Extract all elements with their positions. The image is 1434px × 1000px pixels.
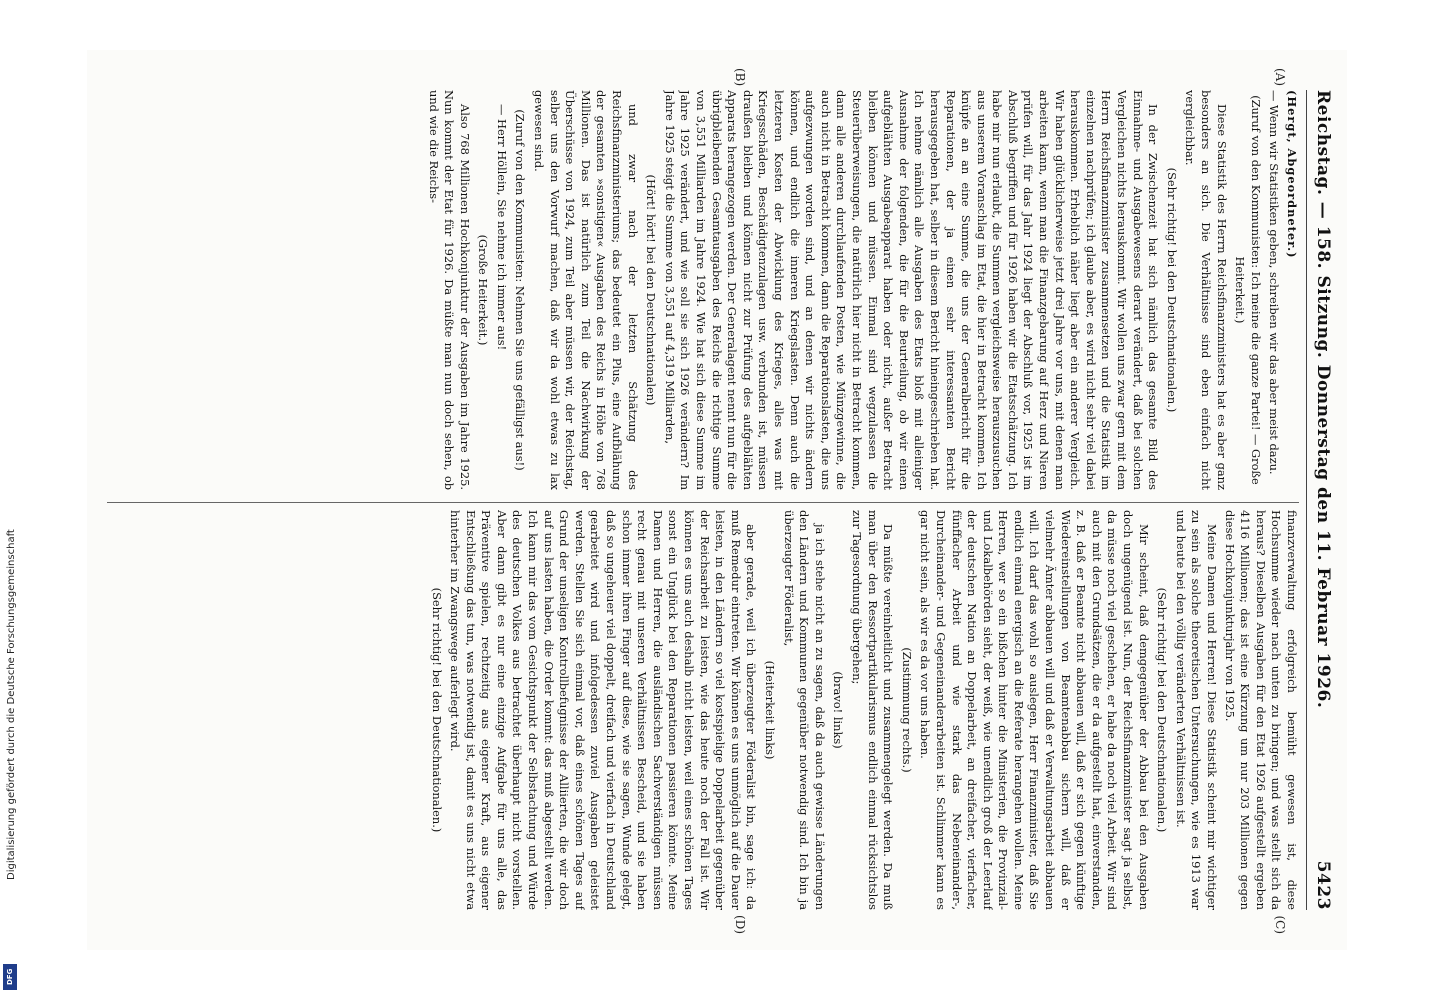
paragraph: ja ich stehe nicht an zu sagen, daß da auch gewisse Länderungen den Ländern und Kommunen gegenüber notwendig sind. Ich bin ja überzeugter Föderalist,: [781, 510, 827, 910]
paragraph: Da müßte vereinheitlicht und zusammengelegt werden. Da muß man über den Ressortpartikularismus endlich einmal rücksichtslos zur Tagesordnung übergehen;: [849, 510, 896, 910]
margin-marker-a: (A): [1273, 68, 1287, 87]
interjection: (Sehr richtig! bei den Deutschnationalen.): [1155, 587, 1170, 833]
interjection: (Zuruf von den Kommunisten: Nehmen Sie uns gefälligst aus!): [513, 109, 528, 471]
interjection: (Zuruf von den Kommunisten: Ich meine die ganze Partei! — Große Heiterkeit.): [1233, 95, 1263, 485]
speaker-label: (Hergt, Abgeordneter.): [1285, 90, 1299, 259]
paragraph: Diese Statistik des Herrn Reichsfinanzministers hat es aber ganz besonders an sich. Die Verhältnisse sind eben einfach nicht vergleichbar.: [1183, 90, 1229, 490]
interjection: (Sehr richtig! bei den Deutschnationalen.): [429, 587, 444, 833]
paragraph: aber gerade, weil ich überzeugter Föderalist bin, sage ich: da muß Remedur eintreten. Wir können es uns unmöglich auf die Dauer leisten, in den Ländern so viel kostspielige Doppelarbeit gegenüber der Reichsarbeit zu leisten, wie das heute noch der Fall ist. Wir können es uns auch deshalb nicht leisten, weil eines schönen Tages sonst ein Unglück bei den Reparationen passieren könnte. Meine Damen und Herren, die ausländischen Sachverständigen müssen recht genau mit unseren Verhältnissen Bescheid, und sie haben schon immer ihren Finger auf diese, wie sie sagen, Wunde gelegt, daß so ungeheuer viel doppelt, dreifach und vierfach in Deutschland gearbeitet wird und infolgedessen zuviel Ausgaben geleistet werden. Stellen Sie sich einmal vor, daß eines schönen Tages auf Grund der unseligen Kontrollbefugnisse der Alliierten, die wir doch auf uns lasten haben, die Order kommt: das muß abgestellt werden. Ich kann mir das vom Gesichtspunkt der Selbstachtung und Würde des deutschen Volkes aus betrachtet überhaupt nicht vorstellen. Aber dann gibt es nur eine einzige Aufgabe für uns alle, das Präventive spielen, rechtzeitig aus eigener Kraft, aus eigener Entschließung das tun, was notwendig ist, damit es uns nicht etwa hinterher im Zwangswege auferlegt wird.: [448, 510, 759, 910]
interjection: (Sehr richtig! bei den Deutschnationalen.): [1164, 167, 1179, 413]
paragraph: Mir scheint, daß demgegenüber der Abbau bei den Ausgaben doch ungenügend ist. Nun, der Reichsfinanzminister sagt ja selbst, da müsse noch viel geschehen, er habe da noch viel Arbeit. Wir sind auch mit den Grundsätzen, die er da aufgestellt hat, einverstanden, z. B. daß er Beamte nicht abbauen will, daß er sich gegen künftige Wiedereinstellungen von Beamtenabbau sichern will, daß er vielmehr Ämter abbauen will und daß er Verwaltungsarbeit abbauen will. Ich darf das wohl so auslegen, Herr Finanzminister, daß Sie endlich einmal energisch an die Referate herangehen wollen. Meine Herren, wer so ein bißchen hinter die Ministerien, die Provinzial- und Lokalbehörden sieht, der weiß, wie unendlich groß der Leerlauf der deutschen Nation an Doppelarbeit, an dreifacher, vierfacher, fünffacher Arbeit und wie stark das Nebeneinander-, Durcheinander- und Gegeneinanderarbeiten ist. Schlimmer kann es gar nicht sein, als wir es da vor uns haben.: [918, 510, 1151, 910]
right-column: [107, 510, 1299, 910]
paragraph: Also 768 Millionen Hochkonjunktur der Ausgaben im Jahre 1925. Nun kommt der Etat für 1926. Da müßte man nun doch sehen, ob und wie die Reichs-: [426, 90, 472, 490]
left-column: [107, 90, 1299, 490]
document-page: [87, 50, 1347, 950]
funding-note: Digitalisierung gefördert durch die Deutsche Forschungsgemeinschaft: [6, 529, 17, 880]
paragraph: — Herr Höllein, Sie nehme ich immer aus!: [494, 104, 509, 351]
paragraph: — Wenn wir Statistiken geben, schreiben wir das aber meist dazu.: [1267, 90, 1282, 475]
interjection: (Hört! hört! bei den Deutschnationalen): [644, 174, 659, 406]
margin-marker-d: (D): [733, 915, 747, 934]
paragraph: finanzverwaltung erfolgreich bemüht gewesen ist, diese Hochsumme wieder nach unten zu bringen; und was stellt sich da heraus? Dieselben Ausgaben für den Etat 1926 aufgestellt ergeben 4116 Millionen; das ist eine Kürzung um nur 203 Millionen gegen diese Hochkonjunkturjahr von 1925.: [1222, 510, 1299, 910]
column-divider: [107, 502, 1299, 503]
page-number: 5423: [1313, 860, 1333, 910]
paragraph: In der Zwischenzeit hat sich nämlich das gesamte Bild des Einnahme- und Ausgabewesens derart verändert, daß bei solchen Vergleichen nichts herauskommt. Wir wollen uns zwar gern mit dem Herrn Reichsfinanzminister zusammensetzen und die Statistik im einzelnen nachprüfen; ich glaube aber, es wird nicht sehr viel dabei herauskommen. Erheblich näher liegt aber ein anderer Vergleich. Wir haben glücklicherweise jetzt drei Jahre vor uns, mit denen man arbeiten kann, wenn man die Finanzgebarung auf Herz und Nieren prüfen will, für das Jahr 1924 liegt der Abschluß vor, 1925 ist im Abschluß begriffen und für 1926 haben wir die Etatsschätzung. Ich habe mir nun erlaubt, die Summen vergleichsweise herauszusuchen aus unserem Voranschlag im Etat, die hier in Betracht kommen. Ich knüpfe an an eine Summe, die uns der Generalbericht für die Reparationen, der ja einen sehr interessanten Bericht herausgegeben hat, selber in diesem Bericht hineingeschrieben hat. Ich nehme nämlich alle Ausgaben des Etats bloß mit alleiniger Ausnahme der folgenden, die für die Beurteilung, ob wir einen aufgeblähten Ausgabeapparat haben oder nicht, außer Betracht bleiben können und müssen. Einmal sind wegzulassen die Steuerüberweisungen, die natürlich hier nicht in Betracht kommen, dann alle anderen durchlaufenden Posten, wie Münzgewinne, die auch nicht in Betracht kommen, dann die Reparationslasten, die uns aufgezwungen worden sind, und an denen wir nichts ändern können, und endlich die inneren Kriegslasten. Denn auch die letzteren Kosten der Abwicklung des Krieges, alles was mit Kriegsschäden, Beschädigtenzulagen usw. verbunden ist, müssen draußen bleiben und können nicht zur Prüfung des aufgeblähten Apparats herangezogen werden. Der Generalagent nennt nun für die übrigbleibenden Gesamtausgaben des Reichs die richtige Summe von 3,551 Milliarden im Jahre 1924. Wie hat sich diese Summe im Jahre 1925 verändert, und wie soll sie sich 1926 verändern? Im Jahre 1925 steigt die Summe von 3,551 auf 4,319 Milliarden,: [662, 90, 1161, 490]
interjection: (Große Heiterkeit.): [476, 234, 491, 346]
digitization-footer: [0, 0, 24, 1000]
running-title: Reichstag. — 158. Sitzung. Donnerstag den 11. Februar 1926.: [1313, 90, 1333, 709]
margin-marker-b: (B): [733, 68, 747, 87]
interjection: (bravo! links): [831, 671, 846, 749]
interjection: (Heiterkeit links): [763, 660, 777, 760]
dfg-logo: DFG: [3, 964, 17, 990]
page-header: [1306, 90, 1333, 910]
paragraph: und zwar nach der letzten Schätzung des Reichsfinanzministeriums; das bedeutet ein Plus, eine Aufblähung der gesamten »sonstigen« Ausgaben des Reichs in Höhe von 768 Millionen. Das ist natürlich zum Teil die Nachwirkung der Überschüsse von 1924, zum Teil aber müssen wir, der Reichstag, selber uns den Vorwurf machen, daß wir da wohl etwas zu lax gewesen sind.: [532, 90, 640, 490]
margin-marker-c: (C): [1273, 915, 1287, 934]
interjection: (Zustimmung rechts.): [899, 647, 914, 773]
paragraph: Meine Damen und Herren! Diese Statistik scheint mir wichtiger zu sein als solche theoretischen Untersuchungen, wie es 1913 war und heute bei den völlig veränderten Verhältnissen ist.: [1173, 510, 1220, 910]
